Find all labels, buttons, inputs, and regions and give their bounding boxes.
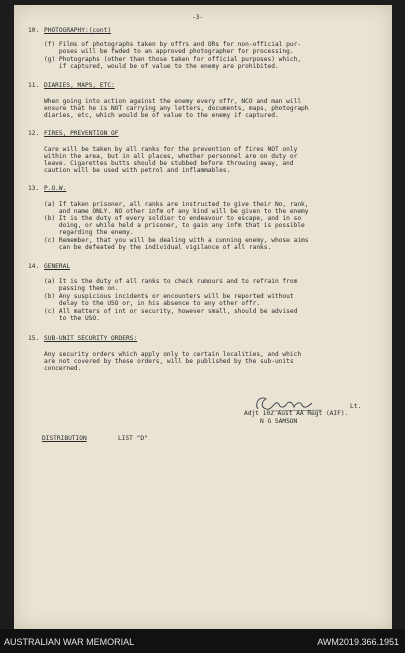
section-13-line5: regarding the enemy. [44,229,134,236]
section-13-line6: (c) Remember, that you will be dealing with a cunning enemy, whose aims [44,237,309,244]
distribution-label: DISTRIBUTION [42,435,87,442]
section-10-item-g-line1: (g) Photographs (other than those taken for official purposes) which, [44,56,302,63]
section-15-heading: SUB-UNIT SECURITY ORDERS: [44,335,138,342]
section-14-heading: GENERAL [44,263,71,270]
signature-appointment: Adjt 102 Aust AA Regt (AIF). [244,410,349,417]
section-12-line3: leave. Cigarettes butts should be stubbed before throwing away, and [44,160,294,167]
section-14-line6: to the USO. [44,315,100,322]
section-12-line1: Care will be taken by all ranks for the prevention of fires NOT only [44,146,298,153]
section-12-line4: caution will be used with petrol and inflammables. [44,167,231,174]
section-14-line3: (b) Any suspicious incidents or encounters will be reported without [44,293,294,300]
signature-name: N G SAMSON [260,418,298,425]
section-15-line3: concerned. [44,365,82,372]
section-14-line2: passing them on. [44,285,119,292]
section-13-line2: and name ONLY. NO other infm of any kind will be given to the enemy [44,208,309,215]
section-13-line4: doing, or while held a prisoner, to gain any infm that is possible [44,222,305,229]
footer-institution: AUSTRALIAN WAR MEMORIAL [4,637,135,647]
section-15-line1: Any security orders which apply only to certain localities, and which [44,351,302,358]
section-14-line1: (a) It is the duty of all ranks to check rumours and to refrain from [44,278,298,285]
section-10-heading: PHOTOGRAPHY:(cont) [44,27,112,34]
section-14-number: 14. [28,263,40,270]
section-11-heading: DIARIES, MAPS, ETC: [44,82,115,89]
section-15-line2: are not covered by these orders, will be published by the sub-units [44,358,294,365]
section-10-number: 10. [28,27,40,34]
section-12-number: 12. [28,130,40,137]
section-15-number: 15. [28,335,40,342]
distribution-value: LIST "D" [118,435,148,442]
section-10-item-g-line2: if captured, would be of value to the enemy are prohibited. [44,63,279,70]
section-11-line1: When going into action against the enemy every offr, NCO and man will [44,98,302,105]
section-11-line3: diaries, etc, which would be of value to the enemy if captured. [44,112,279,119]
section-12-line2: within the area, but in all places, whether personnel are on duty or [44,153,298,160]
page-number: -3- [192,14,204,21]
document-page [14,5,392,629]
section-13-line1: (a) If taken prisoner, all ranks are instructed to give their No, rank, [44,201,309,208]
footer-accession-number: AWM2019.366.1951 [317,637,399,647]
section-11-number: 11. [28,82,40,89]
section-13-number: 13. [28,185,40,192]
section-10-item-f-line1: (f) Films of photographs taken by offrs and ORs for non-official pur- [44,41,302,48]
section-12-heading: FIRES, PREVENTION OF [44,130,119,137]
signature-rank: Lt. [350,403,362,410]
section-11-line2: ensure that he is NOT carrying any letters, documents, maps, photograph [44,105,309,112]
section-10-item-f-line2: poses will be fwded to an approved photographer for processing. [44,48,294,55]
footer-bar [0,629,405,653]
section-13-heading: P.O.W. [44,185,67,192]
section-13-line3: (b) It is the duty of every soldier to endeavour to escape, and in so [44,215,302,222]
section-13-line7: can be defeated by the individual vigilance of all ranks. [44,244,272,251]
section-14-line4: delay to the USO or, in his absence to any other offr. [44,300,261,307]
section-14-line5: (c) All matters of int or security, however small, should be advised [44,308,298,315]
